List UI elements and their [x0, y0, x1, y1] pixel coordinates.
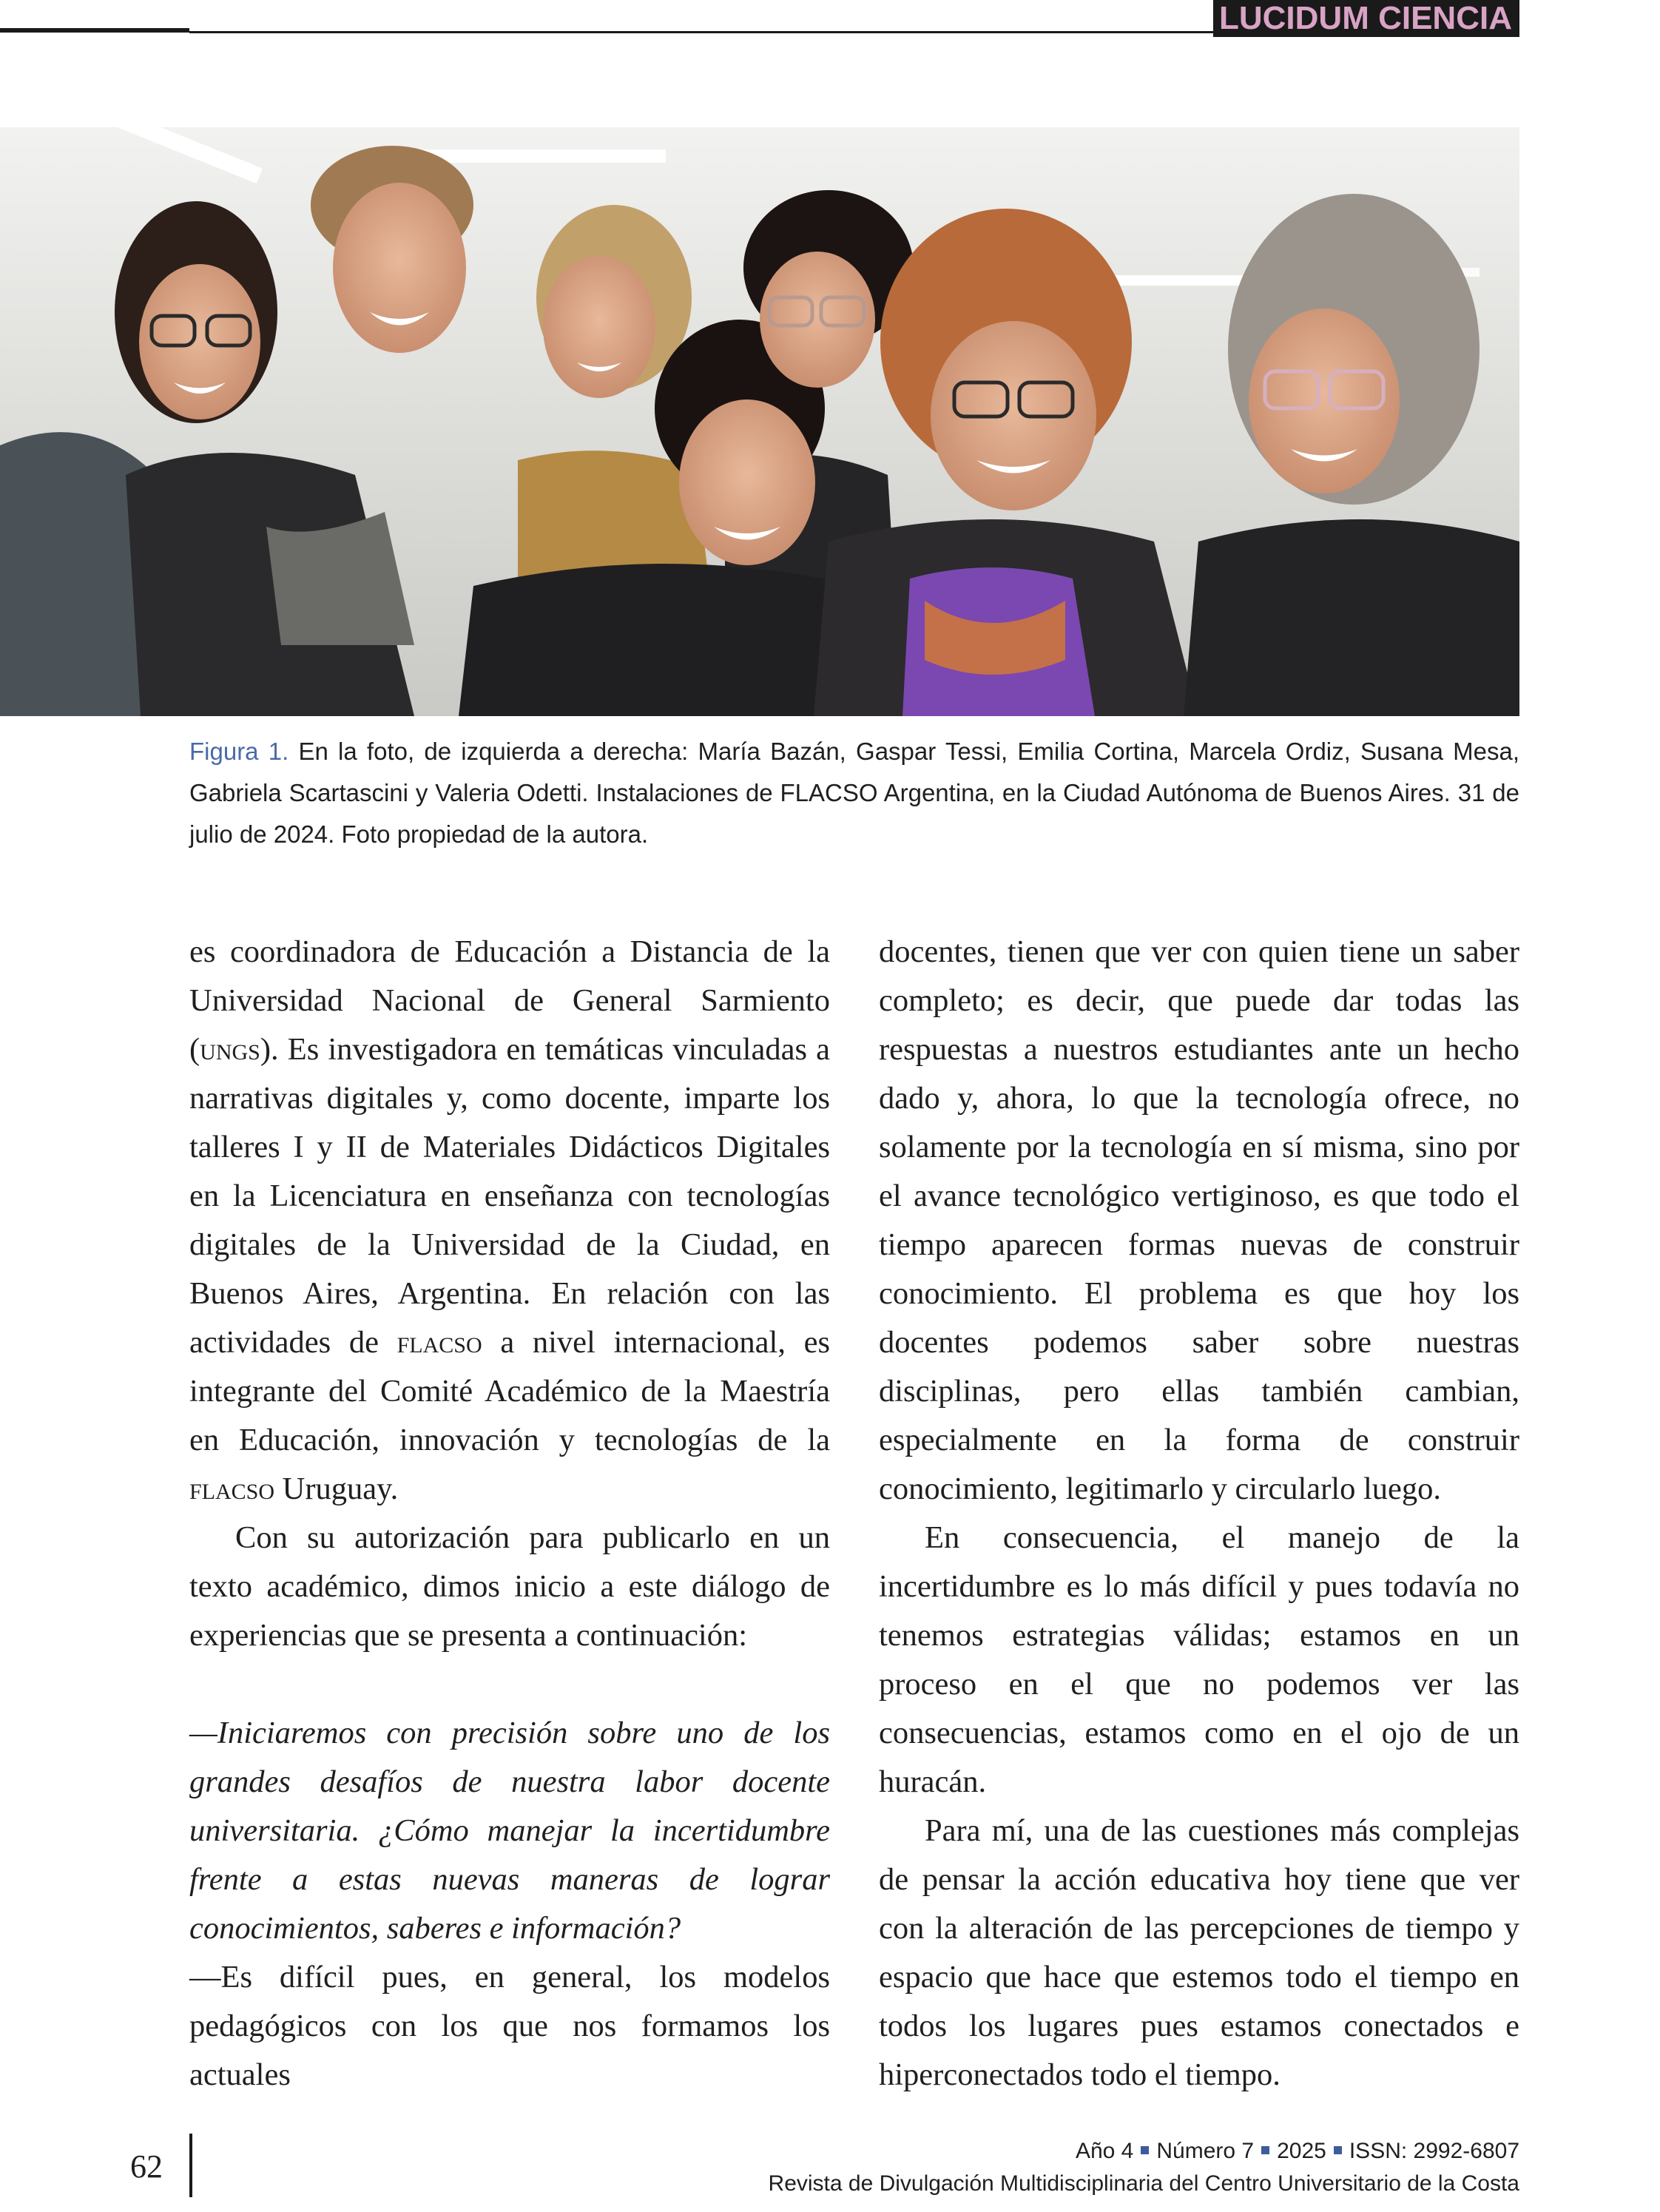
footer-divider — [189, 2134, 192, 2197]
right-paragraph-2: En consecuencia, el manejo de la incertidumbre es lo más difícil y pues todavía no tenemos estrategias válidas; estamos en un proceso en el que no podemos ver las consecuencias, estamos como en el ojo de un huracán. — [879, 1520, 1519, 1799]
left-paragraph-2: Con su autorización para publicarlo en un texto académico, dimos inicio a este diálogo de experiencias que se presenta a continuación: — [189, 1520, 830, 1653]
group-photo-illustration — [0, 127, 1519, 716]
right-column — [879, 928, 1519, 2100]
footer-issn: ISSN: 2992-6807 — [1349, 2139, 1519, 2163]
separator-square-icon — [1334, 2146, 1342, 2154]
separator-square-icon — [1141, 2146, 1149, 2154]
header-rule-thick — [0, 28, 189, 33]
interview-answer-start: —Es difícil pues, en general, los modelos pedagógicos con los que nos formamos los actuales — [189, 1960, 830, 2092]
ungs-acronym: ungs — [200, 1032, 260, 1067]
group-photo — [0, 127, 1519, 716]
paragraph-spacer — [189, 1660, 830, 1709]
separator-square-icon — [1261, 2146, 1269, 2154]
header-rule-thin — [189, 31, 1213, 33]
left-paragraph-1 — [189, 928, 830, 1514]
figure-label: Figura 1. — [189, 738, 289, 765]
journal-brand: LUCIDUM CIENCIA — [1213, 0, 1519, 37]
left-p1-part-c: a nivel internacional, es integrante del Comité Académico de la Maestría en Educación, innovación y tecnologías de la — [189, 1325, 831, 1457]
footer-number: Número 7 — [1156, 2139, 1255, 2163]
interview-question: —Iniciaremos con precisión sobre uno de los grandes desafíos de nuestra labor docente universitaria. ¿Cómo manejar la incertidumbre frente a estas nuevas maneras de lograr conocimientos, saberes e información? — [189, 1716, 830, 1946]
page-number: 62 — [130, 2148, 163, 2185]
footer-info — [558, 2135, 1519, 2200]
figure-caption-text: En la foto, de izquierda a derecha: María Bazán, Gaspar Tessi, Emilia Cortina, Marcela Ordiz, Susana Mesa, Gabriela Scartascini y Valeria Odetti. Instalaciones de FLACSO Argentina, en la Ciudad Autónoma de Buenos Aires. 31 de julio de 2024. Foto propiedad de la autora. — [189, 738, 1519, 848]
right-paragraph-3: Para mí, una de las cuestiones más complejas de pensar la acción educativa hoy tiene que ver con la alteración de las percepciones de tiempo y espacio que hace que estemos todo el tiempo en todos los lugares pues estamos conectados e hiperconectados todo el tiempo. — [879, 1813, 1519, 2092]
left-p1-part-b: ). Es investigadora en temáticas vinculadas a narrativas digitales y, como docente, imparte los talleres I y II de Materiales Didácticos Digitales en la Licenciatura en enseñanza con tecnologías digitales de la Universidad de la Ciudad, en Buenos Aires, Argentina. En relación con las actividades de — [189, 1032, 830, 1360]
footer-issue-line — [558, 2135, 1519, 2168]
left-p1-part-a: es coordinadora de Educación a Distancia de la Universidad Nacional de General Sarmiento ( — [189, 934, 830, 1067]
flacso-acronym: flacso — [189, 1471, 275, 1506]
left-p1-part-d: Uruguay. — [274, 1471, 399, 1506]
flacso-acronym: flacso — [397, 1325, 482, 1360]
footer-journal-name: Revista de Divulgación Multidisciplinaria del Centro Universitario de la Costa — [768, 2171, 1519, 2196]
footer-pub-year: 2025 — [1277, 2139, 1326, 2163]
right-paragraph-1: docentes, tienen que ver con quien tiene un saber completo; es decir, que puede dar todas las respuestas a nuestros estudiantes ante un hecho dado y, ahora, lo que la tecnología ofrece, no solamente por la tecnología en sí misma, sino por el avance tecnológico vertiginoso, es que todo el tiempo aparecen formas nuevas de construir conocimiento. El problema es que hoy los docentes podemos saber sobre nuestras disciplinas, pero ellas también cambian, especialmente en la forma de construir conocimiento, legitimarlo y circularlo luego. — [879, 934, 1519, 1506]
left-column — [189, 928, 830, 2100]
footer-year: Año 4 — [1075, 2139, 1134, 2163]
figure-caption — [189, 731, 1519, 855]
